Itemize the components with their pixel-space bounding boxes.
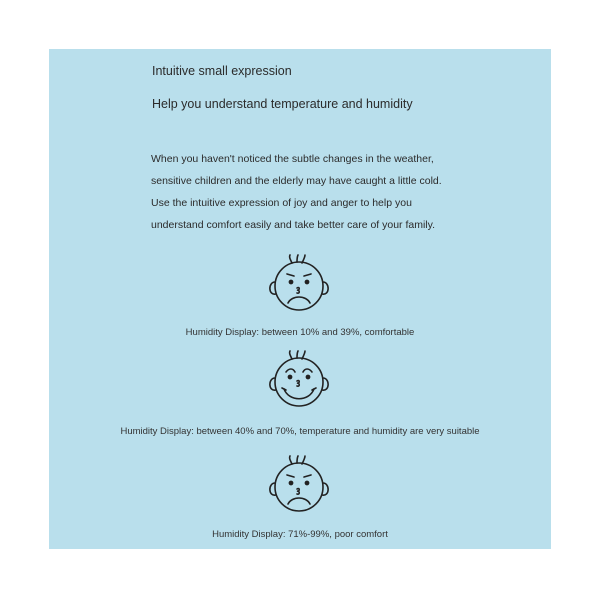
face-caption: Humidity Display: between 10% and 39%, comfortable [185, 327, 415, 338]
heading-intuitive-expression: Intuitive small expression [152, 64, 292, 78]
sad-face-icon [259, 254, 339, 334]
description-line: When you haven't noticed the subtle changes in the weather, [151, 153, 434, 165]
description-line: sensitive children and the elderly may have caught a little cold. [151, 175, 442, 187]
description-line: understand comfort easily and take better care of your family. [151, 219, 436, 231]
heading-temperature-humidity: Help you understand temperature and humidity [152, 97, 413, 111]
sad-face-icon [259, 455, 339, 535]
face-caption: Humidity Display: 71%-99%, poor comfort [212, 529, 388, 540]
description-line: Use the intuitive expression of joy and anger to help you [151, 197, 412, 209]
face-caption: Humidity Display: between 40% and 70%, temperature and humidity are very suitable [120, 426, 480, 437]
happy-face-icon [259, 350, 339, 430]
